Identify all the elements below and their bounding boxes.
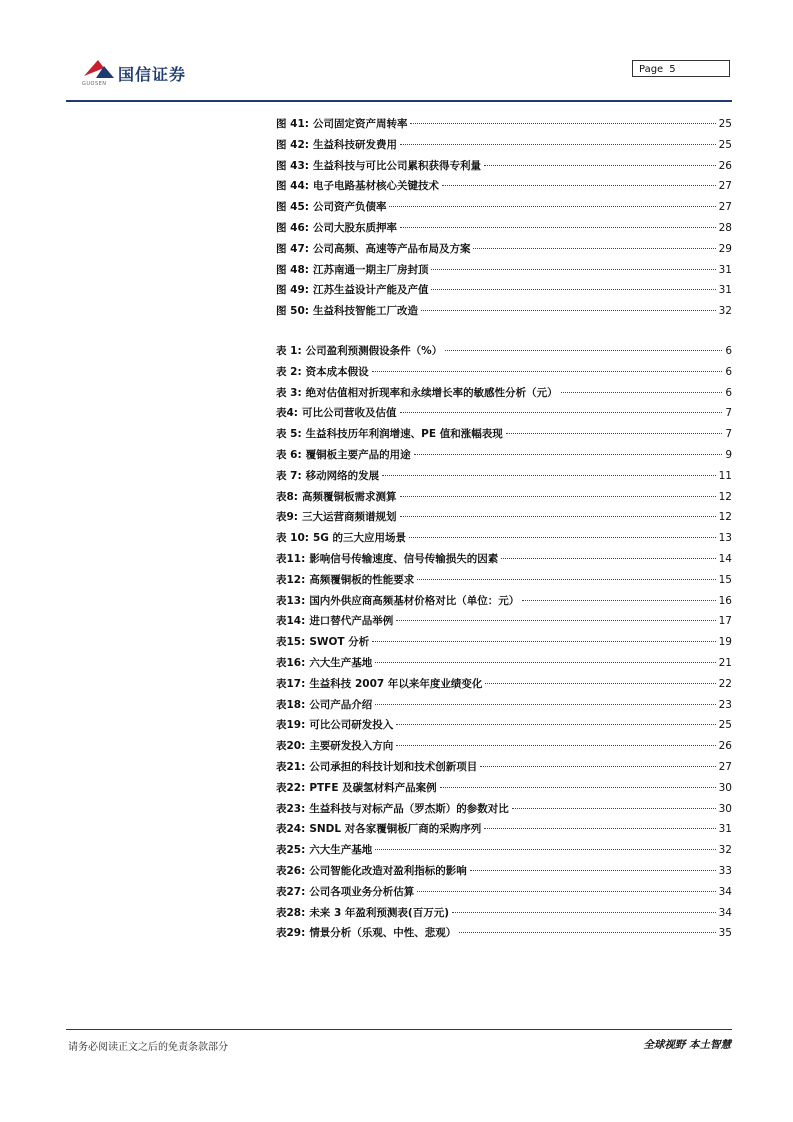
header-divider — [66, 100, 732, 102]
dot-leader — [484, 828, 715, 829]
page-label: Page — [639, 64, 664, 75]
figure-entry[interactable] — [276, 262, 732, 283]
entry-title: 生益科技 2007 年以来年度业绩变化 — [309, 677, 483, 690]
entry-label: 表28: — [276, 906, 306, 919]
dot-leader — [396, 724, 715, 725]
dot-leader — [561, 392, 723, 393]
entry-page-number: 30 — [718, 802, 732, 815]
footer-divider — [66, 1029, 732, 1030]
entry-title: 公司各项业务分析估算 — [309, 885, 415, 898]
figure-entry[interactable] — [276, 220, 732, 241]
logo-mark-icon — [82, 56, 116, 80]
table-entry[interactable] — [276, 863, 732, 884]
table-entry[interactable] — [276, 572, 732, 593]
entry-page-number: 6 — [725, 365, 732, 378]
entry-title: 可比公司研发投入 — [309, 719, 394, 732]
disclaimer-note: 请务必阅读正文之后的免责条款部分 — [68, 1042, 228, 1053]
entry-label: 表12: — [276, 573, 306, 586]
entry-page-number: 11 — [718, 469, 732, 482]
table-entry[interactable] — [276, 676, 732, 697]
dot-leader — [375, 662, 715, 663]
entry-label: 表 2: — [276, 365, 302, 378]
entry-page-number: 34 — [718, 885, 732, 898]
dot-leader — [484, 165, 716, 166]
entry-label: 表11: — [276, 552, 306, 565]
figure-list — [276, 116, 732, 324]
slogan: 全球视野 本土智慧 — [643, 1039, 731, 1051]
dot-leader — [417, 891, 715, 892]
entry-label: 表27: — [276, 885, 306, 898]
entry-title: SWOT 分析 — [309, 636, 370, 649]
entry-title: 资本成本假设 — [305, 365, 369, 378]
entry-page-number: 32 — [718, 305, 732, 318]
company-logo — [82, 56, 222, 90]
entry-title: 公司高频、高速等产品布局及方案 — [312, 242, 471, 255]
dot-leader — [473, 248, 715, 249]
entry-title: 影响信号传输速度、信号传输损失的因素 — [309, 552, 499, 565]
entry-page-number: 19 — [718, 636, 732, 649]
entry-label: 表26: — [276, 864, 306, 877]
table-entry[interactable] — [276, 717, 732, 738]
dot-leader — [409, 537, 716, 538]
entry-label: 表15: — [276, 636, 306, 649]
entry-page-number: 14 — [718, 552, 732, 565]
entry-title: SNDL 对各家覆铜板厂商的采购序列 — [309, 823, 482, 836]
dot-leader — [372, 641, 715, 642]
table-entry[interactable] — [276, 842, 732, 863]
entry-label: 图 47: — [276, 242, 309, 255]
entry-title: 未来 3 年盈利预测表(百万元) — [309, 906, 450, 919]
table-list — [276, 343, 732, 946]
entry-label: 表21: — [276, 760, 306, 773]
table-entry[interactable] — [276, 884, 732, 905]
entry-page-number: 27 — [718, 760, 732, 773]
entry-title: 江苏生益设计产能及产值 — [312, 284, 429, 297]
entry-page-number: 12 — [718, 490, 732, 503]
table-entry[interactable] — [276, 925, 732, 946]
dot-leader — [375, 704, 715, 705]
entry-title: 高频覆铜板的性能要求 — [309, 573, 415, 586]
entry-title: 生益科技与可比公司累积获得专利量 — [312, 159, 481, 172]
dot-leader — [440, 787, 716, 788]
entry-page-number: 26 — [718, 159, 732, 172]
entry-title: 可比公司营收及估值 — [302, 407, 397, 420]
entry-label: 图 45: — [276, 201, 309, 214]
entry-label: 表29: — [276, 927, 306, 940]
table-entry[interactable] — [276, 801, 732, 822]
entry-label: 表14: — [276, 615, 306, 628]
dot-leader — [421, 310, 716, 311]
entry-page-number: 27 — [718, 201, 732, 214]
entry-page-number: 16 — [718, 594, 732, 607]
figure-entry[interactable] — [276, 282, 732, 303]
table-entry[interactable] — [276, 551, 732, 572]
entry-label: 表23: — [276, 802, 306, 815]
dot-leader — [445, 350, 722, 351]
dot-leader — [459, 932, 715, 933]
entry-title: 公司智能化改造对盈利指标的影响 — [309, 864, 467, 877]
entry-title: 生益科技研发费用 — [312, 138, 397, 151]
entry-title: 国内外供应商高频基材价格对比（单位：元） — [309, 594, 520, 607]
dot-leader — [414, 454, 723, 455]
entry-page-number: 32 — [718, 844, 732, 857]
table-entry[interactable] — [276, 343, 732, 364]
entry-label: 表 7: — [276, 469, 302, 482]
entry-title: 公司资产负债率 — [312, 201, 387, 214]
entry-title: 江苏南通一期主厂房封顶 — [312, 263, 429, 276]
page-indicator — [632, 60, 730, 77]
entry-label: 表25: — [276, 844, 306, 857]
dot-leader — [396, 620, 715, 621]
entry-title: 主要研发投入方向 — [309, 740, 394, 753]
entry-title: 生益科技历年利润增速、PE 值和涨幅表现 — [305, 428, 503, 441]
entry-title: 电子电路基材核心关键技术 — [312, 180, 439, 193]
dot-leader — [400, 144, 716, 145]
figure-entry[interactable] — [276, 116, 732, 137]
dot-leader — [400, 227, 716, 228]
dot-leader — [442, 185, 716, 186]
table-entry[interactable] — [276, 489, 732, 510]
entry-title: 进口替代产品举例 — [309, 615, 394, 628]
entry-label: 表 10: — [276, 532, 309, 545]
entry-label: 表18: — [276, 698, 306, 711]
entry-label: 表19: — [276, 719, 306, 732]
dot-leader — [431, 289, 715, 290]
dot-leader — [417, 579, 715, 580]
table-entry[interactable] — [276, 593, 732, 614]
figure-entry[interactable] — [276, 178, 732, 199]
entry-page-number: 25 — [718, 138, 732, 151]
entry-label: 图 49: — [276, 284, 309, 297]
dot-leader — [480, 766, 715, 767]
table-entry[interactable] — [276, 780, 732, 801]
entry-page-number: 22 — [718, 677, 732, 690]
entry-page-number: 31 — [718, 823, 732, 836]
entry-label: 表22: — [276, 781, 306, 794]
entry-title: 5G 的三大应用场景 — [312, 532, 407, 545]
dot-leader — [375, 849, 715, 850]
dot-leader — [410, 123, 715, 124]
table-entry[interactable] — [276, 821, 732, 842]
dot-leader — [512, 808, 716, 809]
entry-page-number: 13 — [718, 532, 732, 545]
dot-leader — [400, 496, 716, 497]
figure-entry[interactable] — [276, 241, 732, 262]
entry-page-number: 27 — [718, 180, 732, 193]
entry-title: 覆铜板主要产品的用途 — [305, 448, 411, 461]
table-entry[interactable] — [276, 697, 732, 718]
table-entry[interactable] — [276, 634, 732, 655]
entry-page-number: 29 — [718, 242, 732, 255]
dot-leader — [431, 269, 715, 270]
dot-leader — [396, 745, 715, 746]
dot-leader — [470, 870, 716, 871]
entry-page-number: 12 — [718, 511, 732, 524]
entry-page-number: 33 — [718, 864, 732, 877]
entry-label: 表8: — [276, 490, 299, 503]
table-entry[interactable] — [276, 655, 732, 676]
entry-label: 表13: — [276, 594, 306, 607]
dot-leader — [501, 558, 715, 559]
entry-page-number: 28 — [718, 221, 732, 234]
entry-page-number: 21 — [718, 656, 732, 669]
entry-label: 表24: — [276, 823, 306, 836]
dot-leader — [522, 600, 715, 601]
dot-leader — [506, 433, 723, 434]
entry-title: 公司大股东质押率 — [312, 221, 397, 234]
entry-page-number: 23 — [718, 698, 732, 711]
entry-page-number: 25 — [718, 719, 732, 732]
entry-page-number: 34 — [718, 906, 732, 919]
table-entry[interactable] — [276, 613, 732, 634]
table-entry[interactable] — [276, 509, 732, 530]
table-entry[interactable] — [276, 759, 732, 780]
entry-title: 生益科技智能工厂改造 — [312, 305, 418, 318]
entry-title: PTFE 及碳氢材料产品案例 — [309, 781, 437, 794]
entry-label: 图 42: — [276, 138, 309, 151]
table-entry[interactable] — [276, 426, 732, 447]
figure-entry[interactable] — [276, 158, 732, 179]
entry-page-number: 17 — [718, 615, 732, 628]
table-entry[interactable] — [276, 405, 732, 426]
dot-leader — [452, 912, 716, 913]
entry-label: 图 50: — [276, 305, 309, 318]
entry-label: 表17: — [276, 677, 306, 690]
entry-page-number: 30 — [718, 781, 732, 794]
table-entry[interactable] — [276, 905, 732, 926]
entry-title: 公司产品介绍 — [309, 698, 373, 711]
entry-title: 生益科技与对标产品（罗杰斯）的参数对比 — [309, 802, 509, 815]
entry-title: 移动网络的发展 — [305, 469, 380, 482]
entry-page-number: 26 — [718, 740, 732, 753]
figure-entry[interactable] — [276, 303, 732, 324]
logo-subtext: GUOSEN — [82, 81, 107, 87]
entry-title: 公司承担的科技计划和技术创新项目 — [309, 760, 478, 773]
entry-page-number: 25 — [718, 118, 732, 130]
page-number: 5 — [669, 64, 676, 75]
entry-label: 图 48: — [276, 263, 309, 276]
entry-title: 高频覆铜板需求测算 — [302, 490, 397, 503]
dot-leader — [485, 683, 715, 684]
entry-label: 表9: — [276, 511, 299, 524]
figure-entry[interactable] — [276, 199, 732, 220]
entry-title: 绝对估值相对折现率和永续增长率的敏感性分析（元） — [305, 386, 558, 399]
logo-text: 国信证券 — [118, 65, 187, 84]
entry-page-number: 31 — [718, 284, 732, 297]
entry-label: 表 1: — [276, 345, 302, 357]
entry-page-number: 7 — [725, 428, 732, 441]
entry-title: 公司固定资产周转率 — [312, 118, 408, 130]
entry-label: 表 5: — [276, 428, 302, 441]
entry-label: 表20: — [276, 740, 306, 753]
entry-page-number: 6 — [725, 345, 732, 357]
entry-label: 图 44: — [276, 180, 309, 193]
entry-title: 公司盈利预测假设条件（%） — [305, 345, 443, 357]
dot-leader — [400, 412, 723, 413]
entry-label: 图 43: — [276, 159, 309, 172]
table-entry[interactable] — [276, 468, 732, 489]
dot-leader — [400, 516, 716, 517]
entry-label: 表16: — [276, 656, 306, 669]
entry-title: 六大生产基地 — [309, 656, 373, 669]
dot-leader — [372, 371, 723, 372]
dot-leader — [389, 206, 715, 207]
entry-title: 三大运营商频谱规划 — [302, 511, 397, 524]
entry-label: 图 41: — [276, 118, 309, 130]
entry-page-number: 15 — [718, 573, 732, 586]
entry-label: 表4: — [276, 407, 299, 420]
entry-page-number: 6 — [725, 386, 732, 399]
dot-leader — [382, 475, 715, 476]
table-entry[interactable] — [276, 530, 732, 551]
table-entry[interactable] — [276, 364, 732, 385]
table-entry[interactable] — [276, 738, 732, 759]
entry-page-number: 35 — [718, 927, 732, 940]
entry-title: 情景分析（乐观、中性、悲观） — [309, 927, 457, 940]
entry-title: 六大生产基地 — [309, 844, 373, 857]
table-entry[interactable] — [276, 447, 732, 468]
entry-label: 表 3: — [276, 386, 302, 399]
figure-entry[interactable] — [276, 137, 732, 158]
entry-label: 表 6: — [276, 448, 302, 461]
entry-label: 图 46: — [276, 221, 309, 234]
entry-page-number: 7 — [725, 407, 732, 420]
table-entry[interactable] — [276, 385, 732, 406]
entry-page-number: 9 — [725, 448, 732, 461]
entry-page-number: 31 — [718, 263, 732, 276]
